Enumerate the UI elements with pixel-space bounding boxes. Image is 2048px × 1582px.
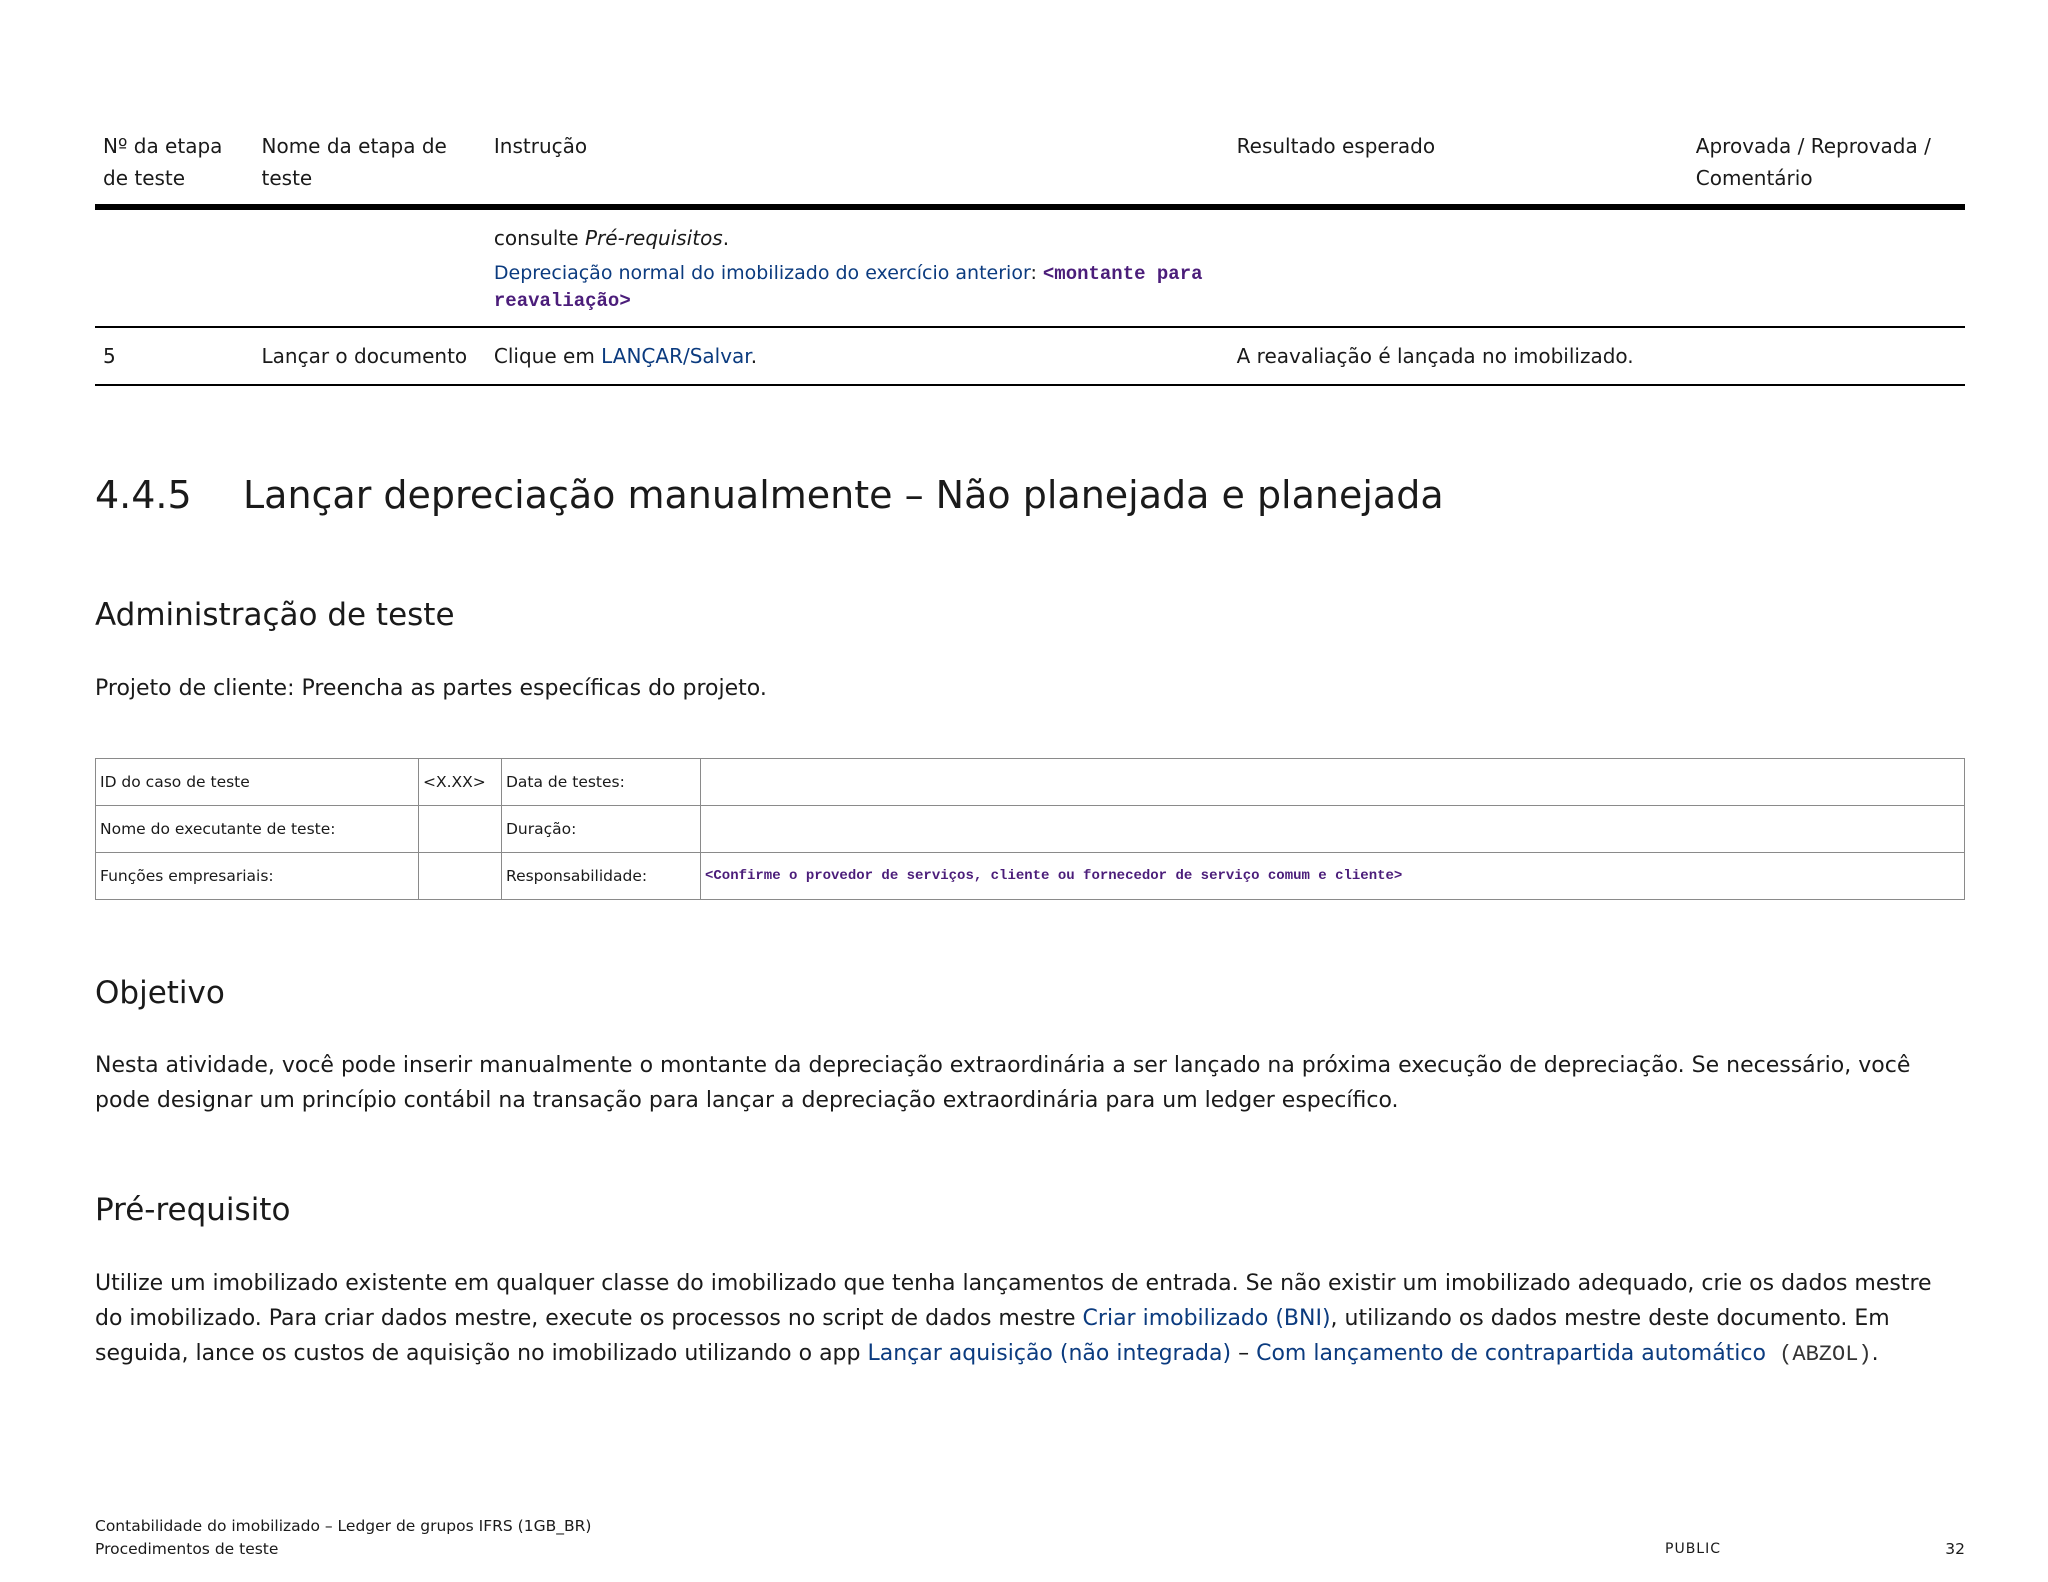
table-row [95,327,1965,385]
prerequisite-heading: Pré-requisito [95,1192,291,1228]
page-number: 32 [1945,1540,1965,1558]
page-footer [95,1515,1965,1561]
prerequisite-text: Utilize um imobilizado existente em qualquer classe do imobilizado que tenha lançamentos de entrada. Se não existir um imobilizado adequado, crie os dados mestre do imobilizado. Para criar dados mestre, execute os processos no script de dados mestre Criar imobilizado (BNI), utilizando os dados mestre deste documento. Em seguida, lance os custos de aquisição no imobilizado utilizando o app Lançar aquisição (não integrada) – Com lançamento de contrapartida automático (ABZOL). [95,1271,1932,1367]
footer-doc-subtitle: Procedimentos de teste [95,1540,279,1558]
prerequisites-ref: Pré-requisitos [584,226,723,250]
responsibility-placeholder: <Confirme o provedor de serviços, cliente ou fornecedor de serviço comum e cliente> [701,853,1965,900]
test-admin-table [95,758,1965,900]
admin-value: <X.XX> [419,759,502,806]
footer-doc-title: Contabilidade do imobilizado – Ledger de grupos IFRS (1GB_BR) [95,1517,592,1535]
section-number: 4.4.5 [95,473,192,517]
step-name: Lançar o documento [254,327,486,385]
admin-value [701,759,1965,806]
test-steps-table [95,130,1965,386]
admin-label: Data de testes: [502,759,701,806]
create-asset-link[interactable]: Criar imobilizado (BNI) [1082,1306,1331,1331]
table-row [96,759,1965,806]
section-title: Lançar depreciação manualmente – Não planejada e planejada [243,473,1444,517]
post-acquisition-link[interactable]: Lançar aquisição (não integrada) [867,1341,1232,1366]
admin-value [419,806,502,853]
admin-label: Duração: [502,806,701,853]
header-step-name: Nome da etapa de teste [254,130,486,207]
step-number: 5 [95,327,254,385]
transaction-code: (ABZOL) [1765,1342,1872,1367]
objective-heading: Objetivo [95,975,225,1011]
table-header-row [95,130,1965,207]
admin-label: Nome do executante de teste: [96,806,419,853]
admin-heading: Administração de teste [95,597,455,633]
section-heading [95,470,1444,520]
table-row [95,207,1965,327]
admin-value [701,806,1965,853]
table-row [96,853,1965,900]
instruction-cell: Clique em LANÇAR/Salvar. [486,327,1229,385]
post-save-link[interactable]: LANÇAR/Salvar [601,344,751,368]
field-link[interactable]: Depreciação normal do imobilizado do exercício anterior [493,262,1031,284]
admin-label: ID do caso de teste [96,759,419,806]
instruction-cell: consulte Pré-requisitos. Depreciação normal do imobilizado do exercício anterior: <montante para reavaliação> [486,207,1229,327]
automatic-offset-link[interactable]: Com lançamento de contrapartida automático [1256,1341,1766,1366]
admin-label: Responsabilidade: [502,853,701,900]
table-row [96,806,1965,853]
header-expected-result: Resultado esperado [1229,130,1688,207]
header-step-number: Nº da etapa de teste [95,130,254,207]
objective-text: Nesta atividade, você pode inserir manualmente o montante da depreciação extraordinária a ser lançado na próxima execução de depreciação. Se necessário, você pode designar um princípio contábil na transação para lançar a depreciação extraordinária para um ledger específico. [95,1053,1911,1113]
admin-intro: Projeto de cliente: Preencha as partes específicas do projeto. [95,676,767,701]
placeholder-value: <montante para reavaliação> [493,263,1203,312]
admin-value [419,853,502,900]
classification-label: PUBLIC [1665,1541,1721,1557]
header-instruction: Instrução [486,130,1229,207]
header-pass-fail-comment: Aprovada / Reprovada / Comentário [1688,130,1965,207]
admin-label: Funções empresariais: [96,853,419,900]
expected-result: A reavaliação é lançada no imobilizado. [1229,327,1688,385]
